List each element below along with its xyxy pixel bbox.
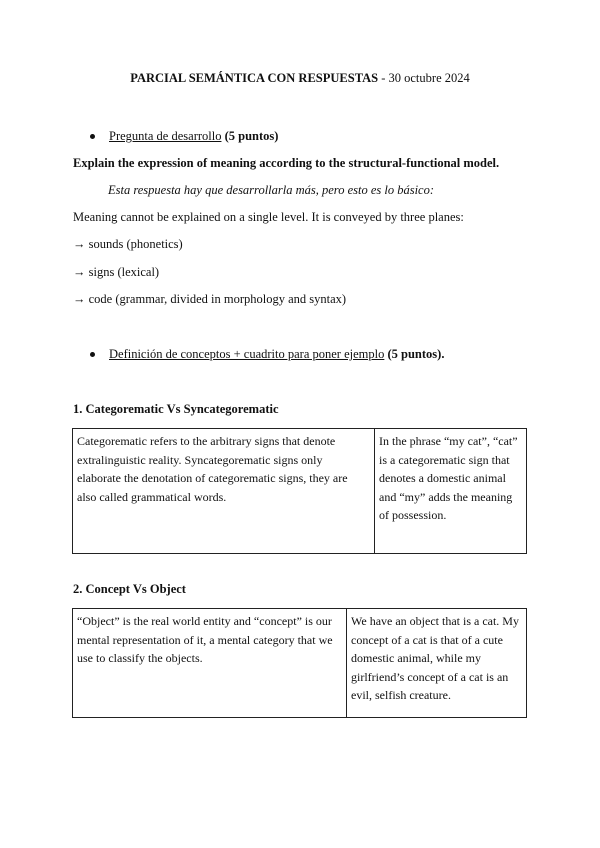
- title-bold: PARCIAL SEMÁNTICA CON RESPUESTAS: [130, 71, 379, 85]
- concept1-heading: 1. Categorematic Vs Syncategorematic: [73, 402, 279, 416]
- title-date: - 30 octubre 2024: [378, 71, 470, 85]
- answer-intro: Meaning cannot be explained on a single level. It is conveyed by three planes:: [73, 210, 464, 224]
- bullet-essay-label: Pregunta de desarrollo: [109, 129, 222, 143]
- plane-item: → sounds (phonetics): [73, 237, 183, 251]
- bullet-concepts-points: (5 puntos).: [384, 347, 445, 361]
- concept1-definition: Categorematic refers to the arbitrary signs that denote extralinguistic reality. Syncategorematic signs only elaborate the denotation of categorematic signs, they are also called grammatical words.: [73, 429, 375, 554]
- bullet-dot-icon: [90, 352, 95, 357]
- bullet-essay-question: [90, 129, 278, 144]
- concept1-table: [72, 428, 527, 554]
- concept2-table: [72, 608, 527, 718]
- concept1-example: In the phrase “my cat”, “cat” is a categorematic sign that denotes a domestic animal and “my” adds the meaning of possession.: [375, 429, 527, 554]
- bullet-concepts-label: Definición de conceptos + cuadrito para poner ejemplo: [109, 347, 385, 361]
- page-title: [0, 71, 600, 86]
- plane-item: → code (grammar, divided in morphology and syntax): [73, 292, 347, 306]
- bullet-concepts: [90, 347, 444, 362]
- bullet-dot-icon: [90, 134, 95, 139]
- concept2-example: We have an object that is a cat. My concept of a cat is that of a cute domestic animal, while my girlfriend’s concept of a cat is an evil, selfish creature.: [347, 609, 527, 718]
- concept2-definition: “Object” is the real world entity and “concept” is our mental representation of it, a mental category that we use to classify the objects.: [73, 609, 347, 718]
- essay-question: Explain the expression of meaning according to the structural-functional model.: [73, 156, 500, 170]
- concept2-heading: 2. Concept Vs Object: [73, 582, 186, 596]
- bullet-essay-points: (5 puntos): [221, 129, 279, 143]
- answer-note: Esta respuesta hay que desarrollarla más, pero esto es lo básico:: [108, 183, 435, 197]
- plane-item: → signs (lexical): [73, 265, 160, 279]
